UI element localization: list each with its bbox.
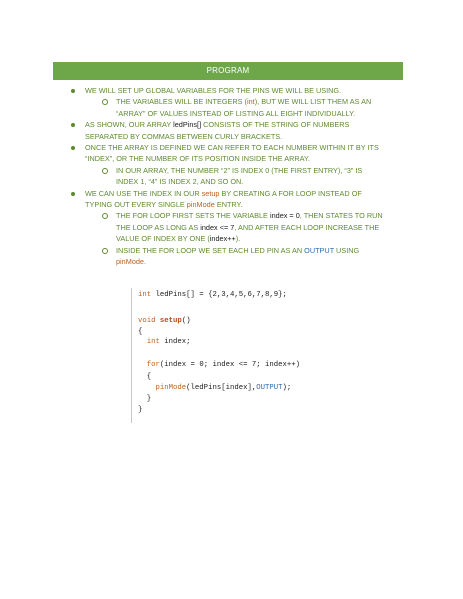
list-item [70,119,400,130]
code-line [138,317,191,325]
bullet-circle-icon [102,248,108,254]
code-token: } [138,395,152,403]
list-item [70,210,400,221]
list-item-text: SEPARATED BY COMMAS BETWEEN CURLY BRACKETS. [85,131,283,141]
list-item [70,256,400,267]
list-item [70,142,400,153]
list-item-text: ONCE THE ARRAY IS DEFINED WE CAN REFER TO EACH NUMBER WITHIN IT BY ITS [85,143,379,153]
list-item [70,222,400,233]
list-item-text: , AND AFTER EACH LOOP INCREASE THE [234,222,380,232]
code-token: (ledPins[index], [186,384,257,392]
code-token: OUTPUT [256,384,283,392]
bullet-dot-icon [71,192,75,196]
list-item [70,233,400,244]
list-item-text: WE WILL SET UP GLOBAL VARIABLES FOR THE PINS WE WILL BE USING. [85,86,342,95]
list-item-text: “ARRAY” OF VALUES INSTEAD OF LISTING ALL EIGHT INDIVIDUALLY. [116,108,356,118]
list-item [70,176,400,187]
code-token: int [146,338,160,346]
list-item-text: IN OUR ARRAY, THE NUMBER “2” IS INDEX 0 (THE FIRST ENTRY), “3” IS [116,165,363,175]
list-item-text: USING [334,245,360,255]
code-block [131,288,382,423]
list-item-text: “INDEX”, OR THE NUMBER OF ITS POSITION INSIDE THE ARRAY. [85,154,310,164]
bullet-list [70,85,400,268]
list-item-text: ENTRY. [214,200,243,210]
list-item [70,96,400,107]
list-item-text: INDEX 1, “4” IS INDEX 2, AND SO ON. [116,177,244,187]
list-item-text: INSIDE THE FOR LOOP WE SET EACH LED PIN AS AN [116,245,305,255]
code-token: int [138,291,152,299]
list-item [70,108,400,119]
bullet-dot-icon [71,123,75,127]
list-item-text: THE FOR LOOP FIRST SETS THE VARIABLE [116,211,270,221]
bullet-circle-icon [102,99,108,105]
code-token [138,361,147,369]
list-item-text: AS SHOWN, OUR ARRAY [85,120,174,130]
code-token: () [181,317,191,325]
list-item-text: THE VARIABLES WILL BE INTEGERS ( [116,97,247,107]
code-line [138,338,191,346]
list-item-text: BY CREATING A FOR LOOP INSTEAD OF [219,188,362,198]
section-header [53,62,403,80]
list-item [70,245,400,256]
list-item-text: WE CAN USE THE INDEX IN OUR [85,188,202,198]
bullet-dot-icon [71,146,75,150]
list-item [70,131,400,142]
bullet-dot-icon [71,89,75,93]
list-item [70,165,400,176]
bullet-circle-icon [102,213,108,219]
list-item-text: CONSISTS OF THE STRING OF NUMBERS [201,120,350,130]
list-item-text: index++ [209,234,236,244]
code-line [138,406,142,414]
code-token: { [138,328,143,336]
list-item-text: , THEN STATES TO RUN [299,211,383,221]
list-item-text: TYPING OUT EVERY SINGLE [85,200,187,210]
code-line [138,384,291,392]
list-item-text: ledPins[] [173,120,202,130]
code-token [138,384,156,392]
section-title: PROGRAM [206,66,250,75]
list-item-text: pinMode [186,200,215,210]
code-token: ledPins[] = {2,3,4,5,6,7,8,9}; [151,291,287,299]
code-token: index; [159,338,191,346]
code-token: void [138,317,156,325]
list-item-text: pinMode [116,257,144,267]
code-line [138,373,151,381]
code-line [138,328,142,336]
list-item-text: setup [201,188,220,198]
list-item-text: OUTPUT [304,245,335,255]
list-item-text: ). [235,234,241,244]
code-token: } [138,406,143,414]
list-item [70,199,400,210]
code-token: for [146,361,160,369]
code-token [138,338,147,346]
code-token: (index = 0; index <= 7; index++) [159,361,301,369]
list-item [70,188,400,199]
list-item [70,85,400,96]
list-item-text: THE LOOP AS LONG AS [116,222,201,232]
list-item [70,153,400,164]
list-item-text: . [144,257,147,267]
list-item-text: ), BUT WE WILL LIST THEM AS AN [254,97,372,107]
code-line [138,395,151,403]
code-token: { [138,373,152,381]
code-line [138,291,287,299]
list-item-text: int [246,97,255,107]
list-item-text: VALUE OF INDEX BY ONE ( [116,234,210,244]
bullet-circle-icon [102,168,108,174]
code-line [138,361,300,369]
code-token: ); [282,384,292,392]
code-token: pinMode [155,384,187,392]
code-token: setup [159,317,182,325]
list-item-text: index <= 7 [200,222,235,232]
list-item-text: index = 0 [269,211,300,221]
